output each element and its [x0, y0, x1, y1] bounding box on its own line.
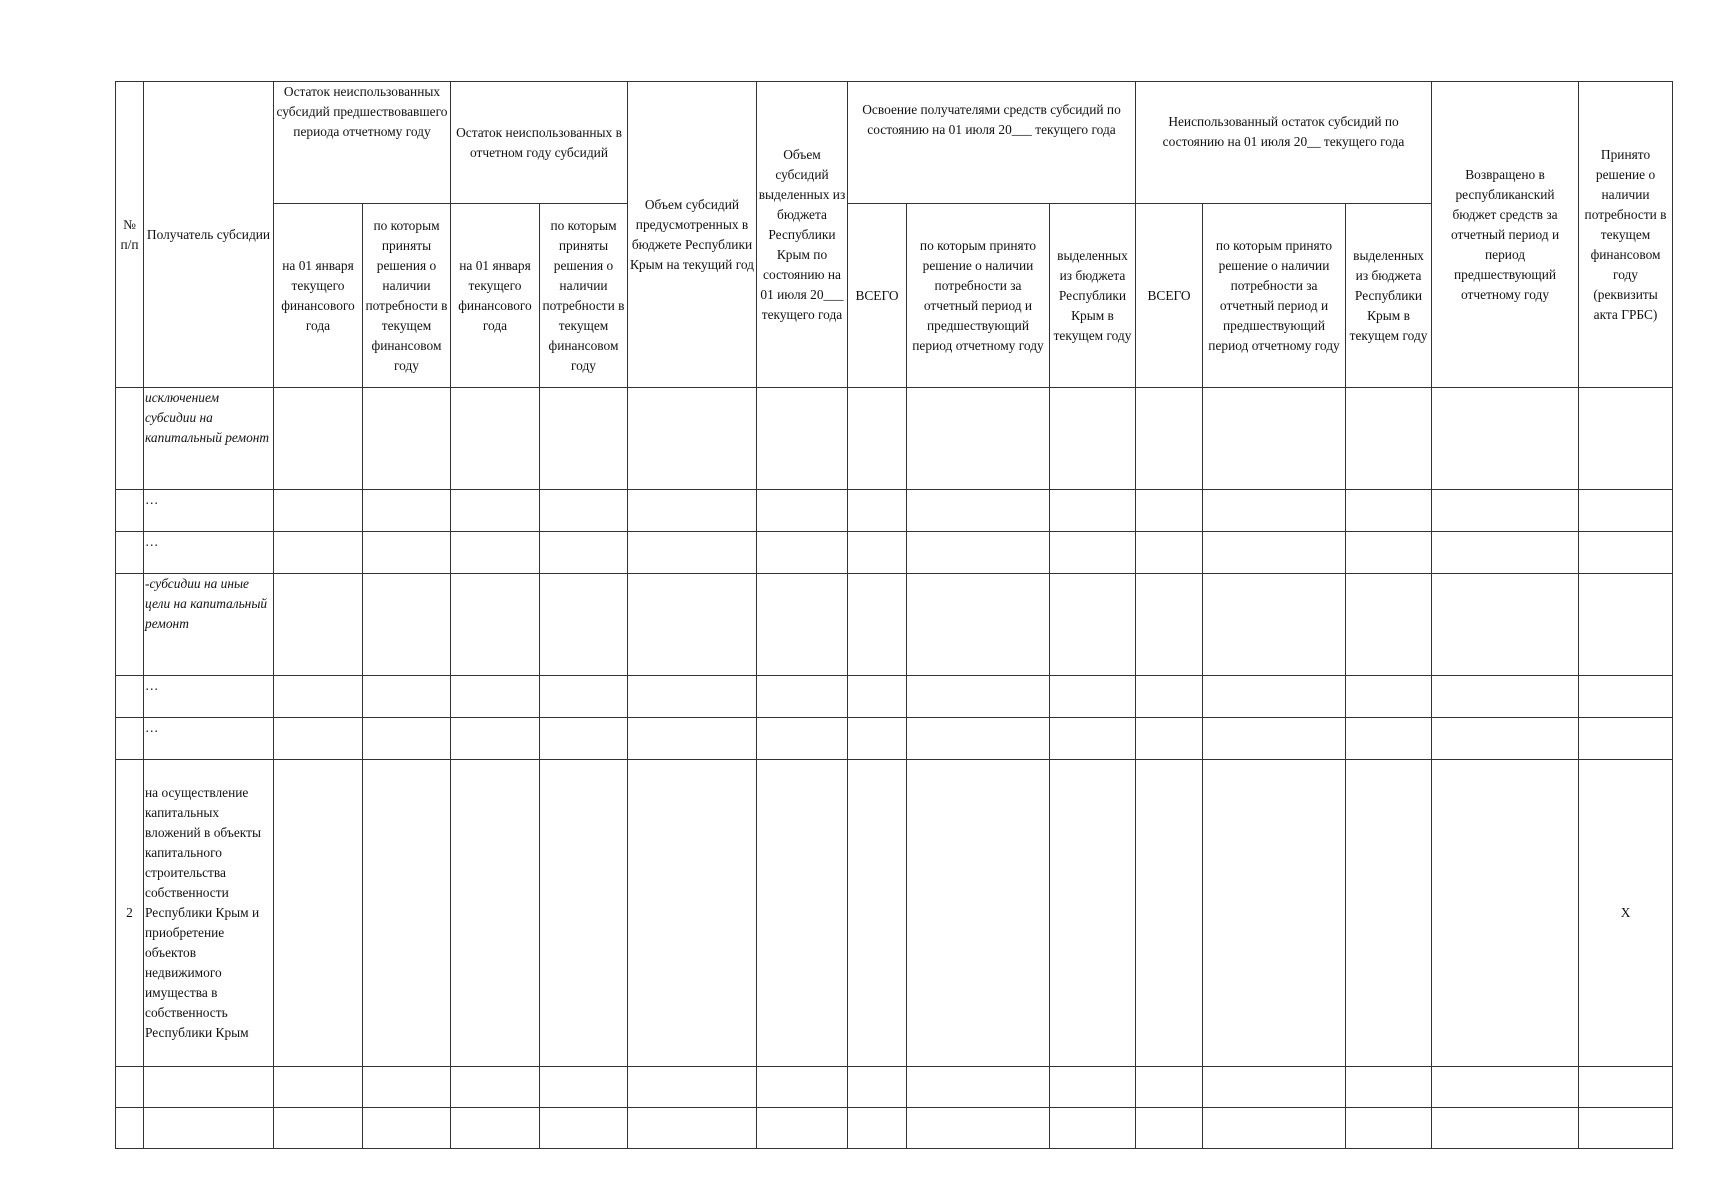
table-cell [274, 1067, 363, 1108]
table-cell [274, 574, 363, 676]
report-table [115, 81, 1673, 1149]
table-cell [274, 676, 363, 718]
table-cell [540, 388, 628, 490]
table-cell [628, 574, 757, 676]
table-cell [757, 1067, 848, 1108]
header-mastering-decided: по которым принято решение о наличии потребности за отчетный период и предшествующий период отчетному году [907, 204, 1050, 388]
table-row [116, 574, 1673, 676]
table-cell [451, 574, 540, 676]
table-cell [1346, 490, 1432, 532]
table-cell [363, 1108, 451, 1149]
table-cell [1050, 676, 1136, 718]
row-number [116, 490, 144, 532]
table-cell [1432, 1067, 1579, 1108]
table-cell [363, 676, 451, 718]
row-recipient: -субсидии на иные цели на капитальный ремонт [144, 574, 274, 676]
table-cell [1432, 388, 1579, 490]
table-cell [1203, 1067, 1346, 1108]
table-cell [540, 574, 628, 676]
table-cell [757, 760, 848, 1067]
table-cell [1346, 760, 1432, 1067]
header-decision: Принято решение о наличии потребности в текущем финансовом году (реквизиты акта ГРБС) [1579, 82, 1673, 388]
row-decision-cell [1579, 718, 1673, 760]
header-mastering-total: ВСЕГО [848, 204, 907, 388]
table-cell [1050, 532, 1136, 574]
header-volume-budget: Объем субсидий предусмотренных в бюджете Республики Крым на текущий год [628, 82, 757, 388]
table-cell [451, 490, 540, 532]
row-number: 2 [116, 760, 144, 1067]
table-cell [1432, 490, 1579, 532]
table-cell [907, 760, 1050, 1067]
header-num: № п/п [116, 82, 144, 388]
table-cell [1346, 676, 1432, 718]
table-cell [628, 532, 757, 574]
header-prev-balance: Остаток неиспользованных субсидий предшествовавшего периода отчетному году [274, 82, 451, 204]
table-cell [907, 490, 1050, 532]
row-number [116, 718, 144, 760]
row-decision-cell [1579, 676, 1673, 718]
table-cell [1432, 718, 1579, 760]
table-cell [907, 532, 1050, 574]
table-cell [1050, 718, 1136, 760]
row-decision-cell [1579, 490, 1673, 532]
row-number [116, 388, 144, 490]
table-cell [907, 574, 1050, 676]
row-recipient: … [144, 532, 274, 574]
table-cell [1346, 574, 1432, 676]
table-cell [1432, 532, 1579, 574]
header-report-jan: на 01 января текущего финансового года [451, 204, 540, 388]
table-cell [274, 718, 363, 760]
table-cell [1432, 574, 1579, 676]
table-cell [1203, 388, 1346, 490]
table-cell [451, 1108, 540, 1149]
table-cell [363, 490, 451, 532]
header-returned: Возвращено в республиканский бюджет средств за отчетный период и период предшествующий отчетному году [1432, 82, 1579, 388]
table-cell [907, 1067, 1050, 1108]
table-cell [274, 532, 363, 574]
table-cell [757, 1108, 848, 1149]
header-recipient: Получатель субсидии [144, 82, 274, 388]
row-recipient [144, 1067, 274, 1108]
row-number [116, 532, 144, 574]
table-cell [1136, 532, 1203, 574]
table-cell [848, 1108, 907, 1149]
table-cell [274, 760, 363, 1067]
table-cell [907, 1108, 1050, 1149]
row-recipient: … [144, 676, 274, 718]
row-number [116, 676, 144, 718]
table-cell [540, 676, 628, 718]
header-prev-jan: на 01 января текущего финансового года [274, 204, 363, 388]
table-cell [1136, 1067, 1203, 1108]
table-cell [757, 676, 848, 718]
row-number [116, 1067, 144, 1108]
table-cell [1432, 1108, 1579, 1149]
row-decision-cell [1579, 1108, 1673, 1149]
table-cell [1432, 676, 1579, 718]
table-cell [1203, 490, 1346, 532]
row-recipient: исключением субсидии на капитальный ремонт [144, 388, 274, 490]
table-cell [540, 760, 628, 1067]
table-cell [907, 676, 1050, 718]
table-cell [363, 718, 451, 760]
table-cell [1203, 718, 1346, 760]
row-recipient: … [144, 718, 274, 760]
table-cell [848, 532, 907, 574]
table-cell [274, 1108, 363, 1149]
table-cell [848, 388, 907, 490]
table-cell [540, 490, 628, 532]
table-cell [451, 718, 540, 760]
table-body [116, 388, 1673, 1149]
row-decision-cell [1579, 388, 1673, 490]
table-row [116, 532, 1673, 574]
table-cell [363, 388, 451, 490]
table-cell [628, 1067, 757, 1108]
table-cell [628, 1108, 757, 1149]
row-number [116, 1108, 144, 1149]
table-row [116, 1067, 1673, 1108]
table-cell [757, 532, 848, 574]
table-cell [1346, 718, 1432, 760]
table-cell [848, 718, 907, 760]
row-number [116, 574, 144, 676]
header-report-balance: Остаток неиспользованных в отчетном году субсидий [451, 82, 628, 204]
table-cell [1346, 1067, 1432, 1108]
table-cell [907, 388, 1050, 490]
row-decision-cell [1579, 1067, 1673, 1108]
table-cell [848, 760, 907, 1067]
row-recipient: на осуществление капитальных вложений в объекты капитального строительства собственности Республики Крым и приобретение объектов недвижимого имущества в собственность Республики Крым [144, 760, 274, 1067]
table-cell [628, 388, 757, 490]
table-cell [363, 760, 451, 1067]
table-cell [1203, 676, 1346, 718]
table-cell [1203, 574, 1346, 676]
table-cell [848, 676, 907, 718]
table-row [116, 1108, 1673, 1149]
table-cell [451, 760, 540, 1067]
table-cell [1050, 1108, 1136, 1149]
table-cell [1203, 1108, 1346, 1149]
table-cell [1203, 532, 1346, 574]
table-cell [451, 1067, 540, 1108]
header-prev-decided: по которым приняты решения о наличии потребности в текущем финансовом году [363, 204, 451, 388]
table-cell [628, 490, 757, 532]
header-mastering: Освоение получателями средств субсидий по состоянию на 01 июля 20___ текущего года [848, 82, 1136, 204]
table-cell [757, 574, 848, 676]
table-cell [1136, 574, 1203, 676]
table-cell [1050, 574, 1136, 676]
table-cell [540, 1067, 628, 1108]
table-cell [1136, 1108, 1203, 1149]
row-decision-cell [1579, 574, 1673, 676]
table-cell [363, 1067, 451, 1108]
table-cell [274, 388, 363, 490]
row-recipient: … [144, 490, 274, 532]
row-decision-cell [1579, 532, 1673, 574]
row-decision-cell: Х [1579, 760, 1673, 1067]
header-unused-decided: по которым принято решение о наличии потребности за отчетный период и предшествующий период отчетному году [1203, 204, 1346, 388]
table-cell [1346, 1108, 1432, 1149]
table-cell [1050, 490, 1136, 532]
table-cell [1136, 388, 1203, 490]
table-cell [1050, 388, 1136, 490]
table-cell [1203, 760, 1346, 1067]
table-cell [1136, 676, 1203, 718]
header-unused: Неиспользованный остаток субсидий по состоянию на 01 июля 20__ текущего года [1136, 82, 1432, 204]
table-cell [848, 1067, 907, 1108]
table-cell [363, 532, 451, 574]
row-recipient [144, 1108, 274, 1149]
header-unused-allocated: выделенных из бюджета Республики Крым в текущем году [1346, 204, 1432, 388]
table-cell [848, 490, 907, 532]
header-unused-total: ВСЕГО [1136, 204, 1203, 388]
table-cell [757, 718, 848, 760]
table-cell [757, 490, 848, 532]
table-cell [1050, 760, 1136, 1067]
table-row [116, 760, 1673, 1067]
table-cell [451, 388, 540, 490]
header-report-decided: по которым приняты решения о наличии потребности в текущем финансовом году [540, 204, 628, 388]
table-cell [848, 574, 907, 676]
table-cell [628, 760, 757, 1067]
table-row [116, 490, 1673, 532]
table-cell [1432, 760, 1579, 1067]
table-cell [1136, 718, 1203, 760]
table-cell [274, 490, 363, 532]
table-cell [1050, 1067, 1136, 1108]
table-cell [451, 676, 540, 718]
table-row [116, 718, 1673, 760]
table-cell [628, 718, 757, 760]
table-row [116, 388, 1673, 490]
table-cell [540, 532, 628, 574]
table-cell [1136, 490, 1203, 532]
table-cell [1136, 760, 1203, 1067]
table-cell [451, 532, 540, 574]
table-cell [628, 676, 757, 718]
table-cell [540, 1108, 628, 1149]
table-row [116, 676, 1673, 718]
table-cell [540, 718, 628, 760]
header-volume-allocated: Объем субсидий выделенных из бюджета Республики Крым по состоянию на 01 июля 20___ текущего года [757, 82, 848, 388]
table-cell [363, 574, 451, 676]
table-cell [757, 388, 848, 490]
table-cell [907, 718, 1050, 760]
table-cell [1346, 388, 1432, 490]
header-mastering-allocated: выделенных из бюджета Республики Крым в текущем году [1050, 204, 1136, 388]
table-cell [1346, 532, 1432, 574]
